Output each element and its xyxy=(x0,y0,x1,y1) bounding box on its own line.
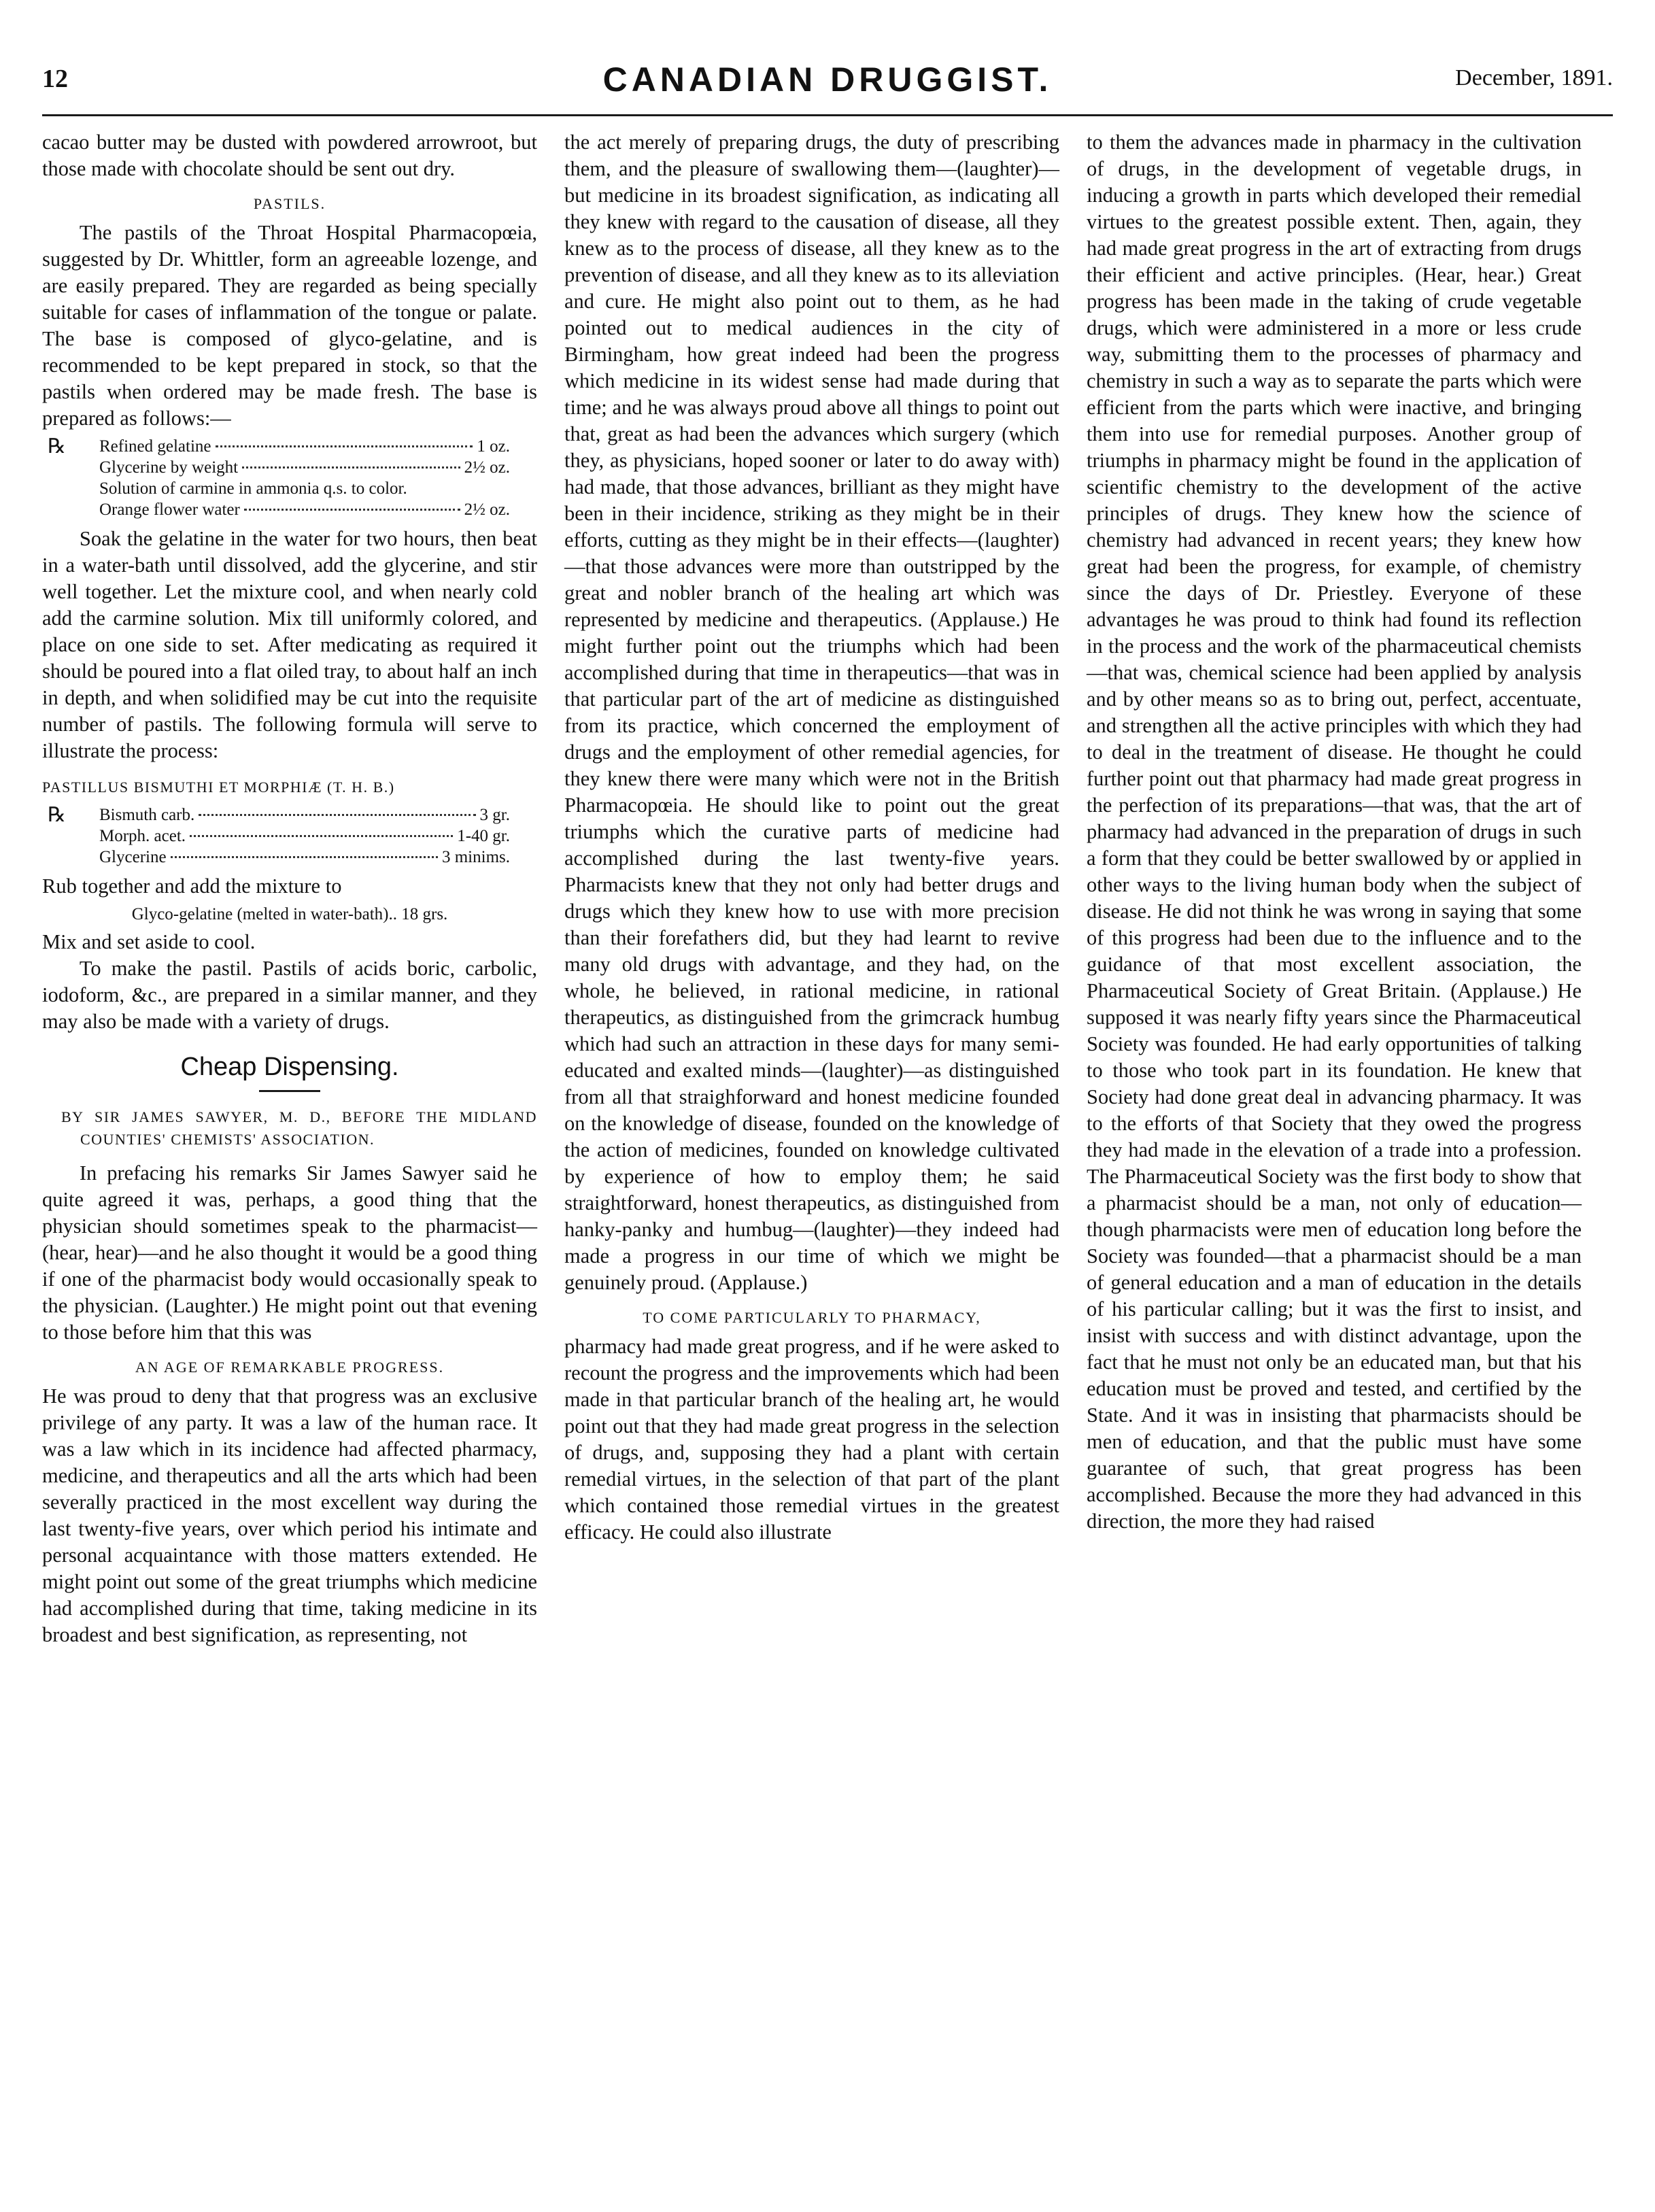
ingredient: Morph. acet. xyxy=(99,827,186,845)
issue-date: December, 1891. xyxy=(1455,65,1613,90)
paragraph-act: the act merely of preparing drugs, the duty of prescribing them, and the pleasure of swallowing them—(laughter)—but medicine in its broadest signification, as indicating all they knew with regard to the causation of disease, all they knew as to the process of disease, all they knew as to the prevention of disease, and all they knew as to its alleviation and cure. He might also point out to them, as he had pointed out to medical audiences in the city of Birmingham, how great indeed had been the progress which medicine in its widest sense had made during that time; and he was always proud above all things to point out that, great as had been the advances which surgery (which they, as physicians, hoped sooner or later to do away with) had made, that those advances, brilliant as they might have been in their incidence, striking as they might be in their efforts, cutting as they might be in their effects—(laughter)—that those advances were more than outstripped by the great and nobler branch of the healing art which was represented by medicine and therapeutics. (Applause.) He might further point out the triumphs which had been accomplished during that time in therapeutics—that was in that particular part of the art of medicine as distinguished from its practice, which concerned the employment of drugs and the employment of other remedial agencies, for they knew there were many which were not in the British Pharmacopœia. He should like to point out the great triumphs which the curative parts of medicine had accomplished during the last twenty-five years. Pharmacists knew that they not only had better drugs and drugs which they knew how to use with more precision than their forefathers did, but they had learnt to revive many old drugs with advantage, and they had, on the whole, he believed, in rational medicine, in rational therapeutics, as distinguished from the grimcrack humbug which had such an attraction in these days for many semi-educated and exalted minds—(laughter)—as distinguished from all that straighforward and honest medicine founded on the knowledge of disease, founded on the knowledge of the action of medicines, founded on knowledge cultivated by experience of how to employ them; he said straightforward, honest therapeutics, as distinguished from hanky-panky and humbug—(laughter)—they indeed had made a progress in our time of which we might be genuinely proud. (Applause.) xyxy=(564,131,1059,1294)
page-header xyxy=(42,60,1613,116)
paragraph-make: To make the pastil. Pastils of acids boric, carbolic, iodoform, &c., are prepared in a similar manner, and they may also be made with a variety of drugs. xyxy=(42,957,537,1033)
column-1 xyxy=(42,129,537,1648)
recipe-line xyxy=(42,478,537,499)
recipe-line xyxy=(42,499,537,520)
recipe-line xyxy=(42,436,537,457)
ingredient: Orange flower water xyxy=(99,500,240,519)
publication-title: CANADIAN DRUGGIST. xyxy=(602,61,1053,99)
column-2 xyxy=(564,129,1059,1546)
prescription-symbol: ℞ xyxy=(48,804,66,826)
quantity: 2½ oz. xyxy=(464,458,510,477)
quantity: 3 gr. xyxy=(479,806,510,824)
paragraph-them: to them the advances made in pharmacy in the cultivation of drugs, in the development of vegetable drugs, in inducing a growth in parts which developed their remedial virtues to the greatest possible extent. Then, again, they had made great progress in the art of extracting from drugs their efficient and active principles. (Hear, hear.) Great progress has been made in the taking of crude vegetable drugs, which were administered in a more or less crude way, submitting them to the processes of pharmacy and chemistry in such a way as to separate the parts which were efficient from the parts which were inactive, and bringing them into use for remedial purposes. Another group of triumphs in pharmacy might be found in the application of scientific chemistry to the development of the active principles of drugs. They knew how the science of chemistry had advanced in recent years; they knew how great had been the progress, for example, of chemistry since the days of Dr. Priestley. Everyone of these advantages he was proud to think had found its reflection in the process and the work of the pharmaceutical chemists—that was, chemical science had been applied by analysis and by other means so as to bring out, perfect, accentuate, and strengthen all the active principles with which they had to deal in the treatment of disease. He thought he could further point out that pharmacy had made great progress in the perfection of its preparations—that was, that the art of pharmacy had advanced in the preparation of drugs in such a form that they could be better swallowed by or applied in other ways to the living human body when the subject of disease. He did not think he was wrong in saying that some of this progress had been due to the influence and to the guidance of that most excellent association, the Pharmaceutical Society of Great Britain. (Applause.) He supposed it was nearly fifty years since the Pharmaceutical Society was founded. He had early opportunities of talking to those who took part in its foundation. He knew that Society had done great deal in advancing pharmacy. It was to the efforts of that Society that they owed the progress they had made in the elevation of a trade into a profession. The Pharmaceutical Society was the first body to show that a pharmacist should be a man, not only of education—though pharmacists were men of education long before the Society was founded—that a pharmacist should be a man of general education and a man of education in the details of his particular calling; but it was the first to insist, and insist with success and with distinct advantage, upon the fact that he must not only be an educated man, but that his education must be proved and tested, and certified by the State. And it was in insisting that pharmacists should be men of education, and that the public must have some guarantee of such, that great progress has been accomplished. Because the more they had advanced in this direction, the more they had raised xyxy=(1087,131,1582,1533)
title-rule xyxy=(259,1090,320,1092)
ingredient: Glycerine by weight xyxy=(99,458,239,477)
paragraph-soak: Soak the gelatine in the water for two hours, then beat in a water-bath until dissolved, add the glycerine, and stir well together. Let the mixture cool, and when nearly cold add the carmine solution. Mix till uniformly colored, and place on one side to set. After medicating as required it should be poured into a flat oiled tray, to about half an inch in depth, and when solidified may be cut into the requisite number of pastils. The following formula will serve to illustrate the process: xyxy=(42,527,537,762)
quantity: 2½ oz. xyxy=(464,500,510,519)
quantity: 1 oz. xyxy=(477,437,510,456)
section-heading-pharmacy: TO COME PARTICULARLY TO PHARMACY, xyxy=(643,1309,981,1326)
paragraph-rub: Rub together and add the mixture to xyxy=(42,874,342,898)
recipe-line xyxy=(42,457,537,478)
ingredient: Solution of carmine in ammonia q.s. to color. xyxy=(99,479,407,498)
leader-dots xyxy=(242,466,460,469)
recipe-formula xyxy=(42,804,537,868)
article-byline: BY SIR JAMES SAWYER, M. D., BEFORE THE MIDLAND COUNTIES' CHEMISTS' ASSOCIATION. xyxy=(61,1108,537,1148)
article-title: Cheap Dispensing. xyxy=(180,1053,399,1081)
paragraph-pastils: The pastils of the Throat Hospital Pharmacopœia, suggested by Dr. Whittler, form an agreeable lozenge, and are easily prepared. They are regarded as being specially suitable for cases of inflammation of the tongue or palate. The base is composed of glyco-gelatine, and is recommended to be kept prepared in stock, so that the pastils when ordered may be made fresh. The base is prepared as follows:— xyxy=(42,221,537,430)
paragraph-intro: cacao butter may be dusted with powdered arrowroot, but those made with chocolate should be sent out dry. xyxy=(42,131,537,180)
paragraph-proud: He was proud to deny that that progress was an exclusive privilege of any party. It was a law of the human race. It was a law which in its incidence had affected pharmacy, medicine, and therapeutics and all the arts which had been severally practiced in the most excellent way during the last twenty-five years, over which period his intimate and personal acquaintance with those matters extended. He might point out some of the great triumphs which medicine had accomplished during that time, taking medicine in its broadest and best signification, as representing, not xyxy=(42,1384,537,1646)
paragraph-pharmacy: pharmacy had made great progress, and if he were asked to recount the progress and the improvements which had been made in that particular branch of the healing art, he would point out that they had made great progress in the selection of drugs, and, supposing they had a plant with certain remedial virtues, in the selection of that part of the plant which contained those remedial virtues in the greatest efficacy. He could also illustrate xyxy=(564,1335,1059,1544)
formula-heading: PASTILLUS BISMUTHI ET MORPHIÆ (T. H. B.) xyxy=(42,779,395,796)
section-heading-pastils: PASTILS. xyxy=(253,195,326,212)
leader-dots xyxy=(216,445,473,447)
recipe-line xyxy=(42,826,537,847)
ingredient: Bismuth carb. xyxy=(99,806,195,824)
leader-dots xyxy=(171,856,438,858)
paragraph-mix: Mix and set aside to cool. xyxy=(42,930,256,953)
leader-dots xyxy=(190,835,453,837)
section-heading-age: AN AGE OF REMARKABLE PROGRESS. xyxy=(135,1359,445,1376)
ingredient: Glycerine xyxy=(99,848,167,866)
recipe-base xyxy=(42,436,537,520)
recipe-line xyxy=(42,804,537,826)
recipe-glyco-line: Glyco-gelatine (melted in water-bath).. 18 grs. xyxy=(131,905,448,923)
leader-dots xyxy=(199,814,475,816)
column-3 xyxy=(1087,129,1582,1535)
recipe-line xyxy=(42,847,537,868)
quantity: 1-40 gr. xyxy=(457,827,510,845)
prescription-symbol: ℞ xyxy=(48,435,66,458)
leader-dots xyxy=(244,509,460,511)
ingredient: Refined gelatine xyxy=(99,437,211,456)
quantity: 3 minims. xyxy=(441,848,510,866)
paragraph-prefacing: In prefacing his remarks Sir James Sawyer said he quite agreed it was, perhaps, a good thing that the physician should sometimes speak to the pharmacist—(hear, hear)—and he also thought it would be a good thing if one of the pharmacist body would occasionally speak to the physician. (Laughter.) He might point out that evening to those before him that this was xyxy=(42,1161,537,1344)
page-number: 12 xyxy=(42,65,68,93)
